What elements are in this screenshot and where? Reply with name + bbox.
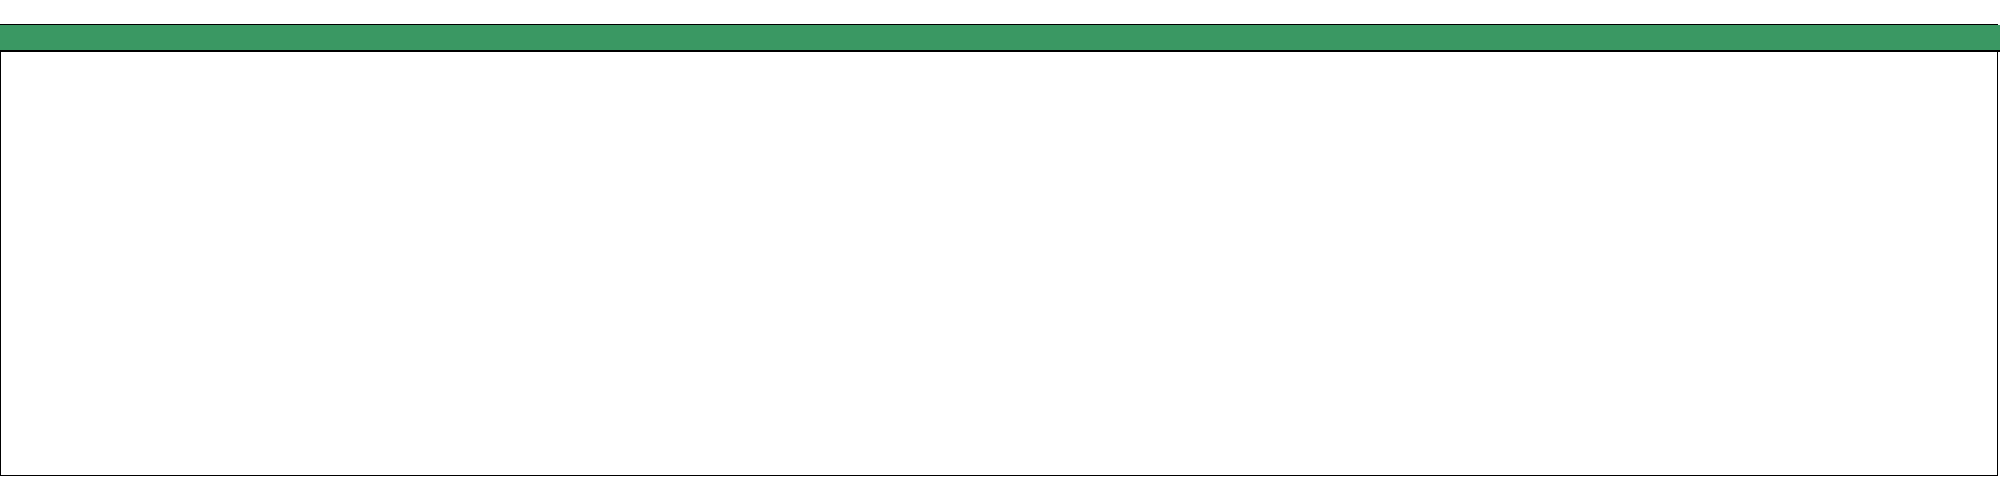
header-rule [0,50,2000,52]
header-bar [0,25,2000,50]
sheet-frame [0,24,1998,476]
